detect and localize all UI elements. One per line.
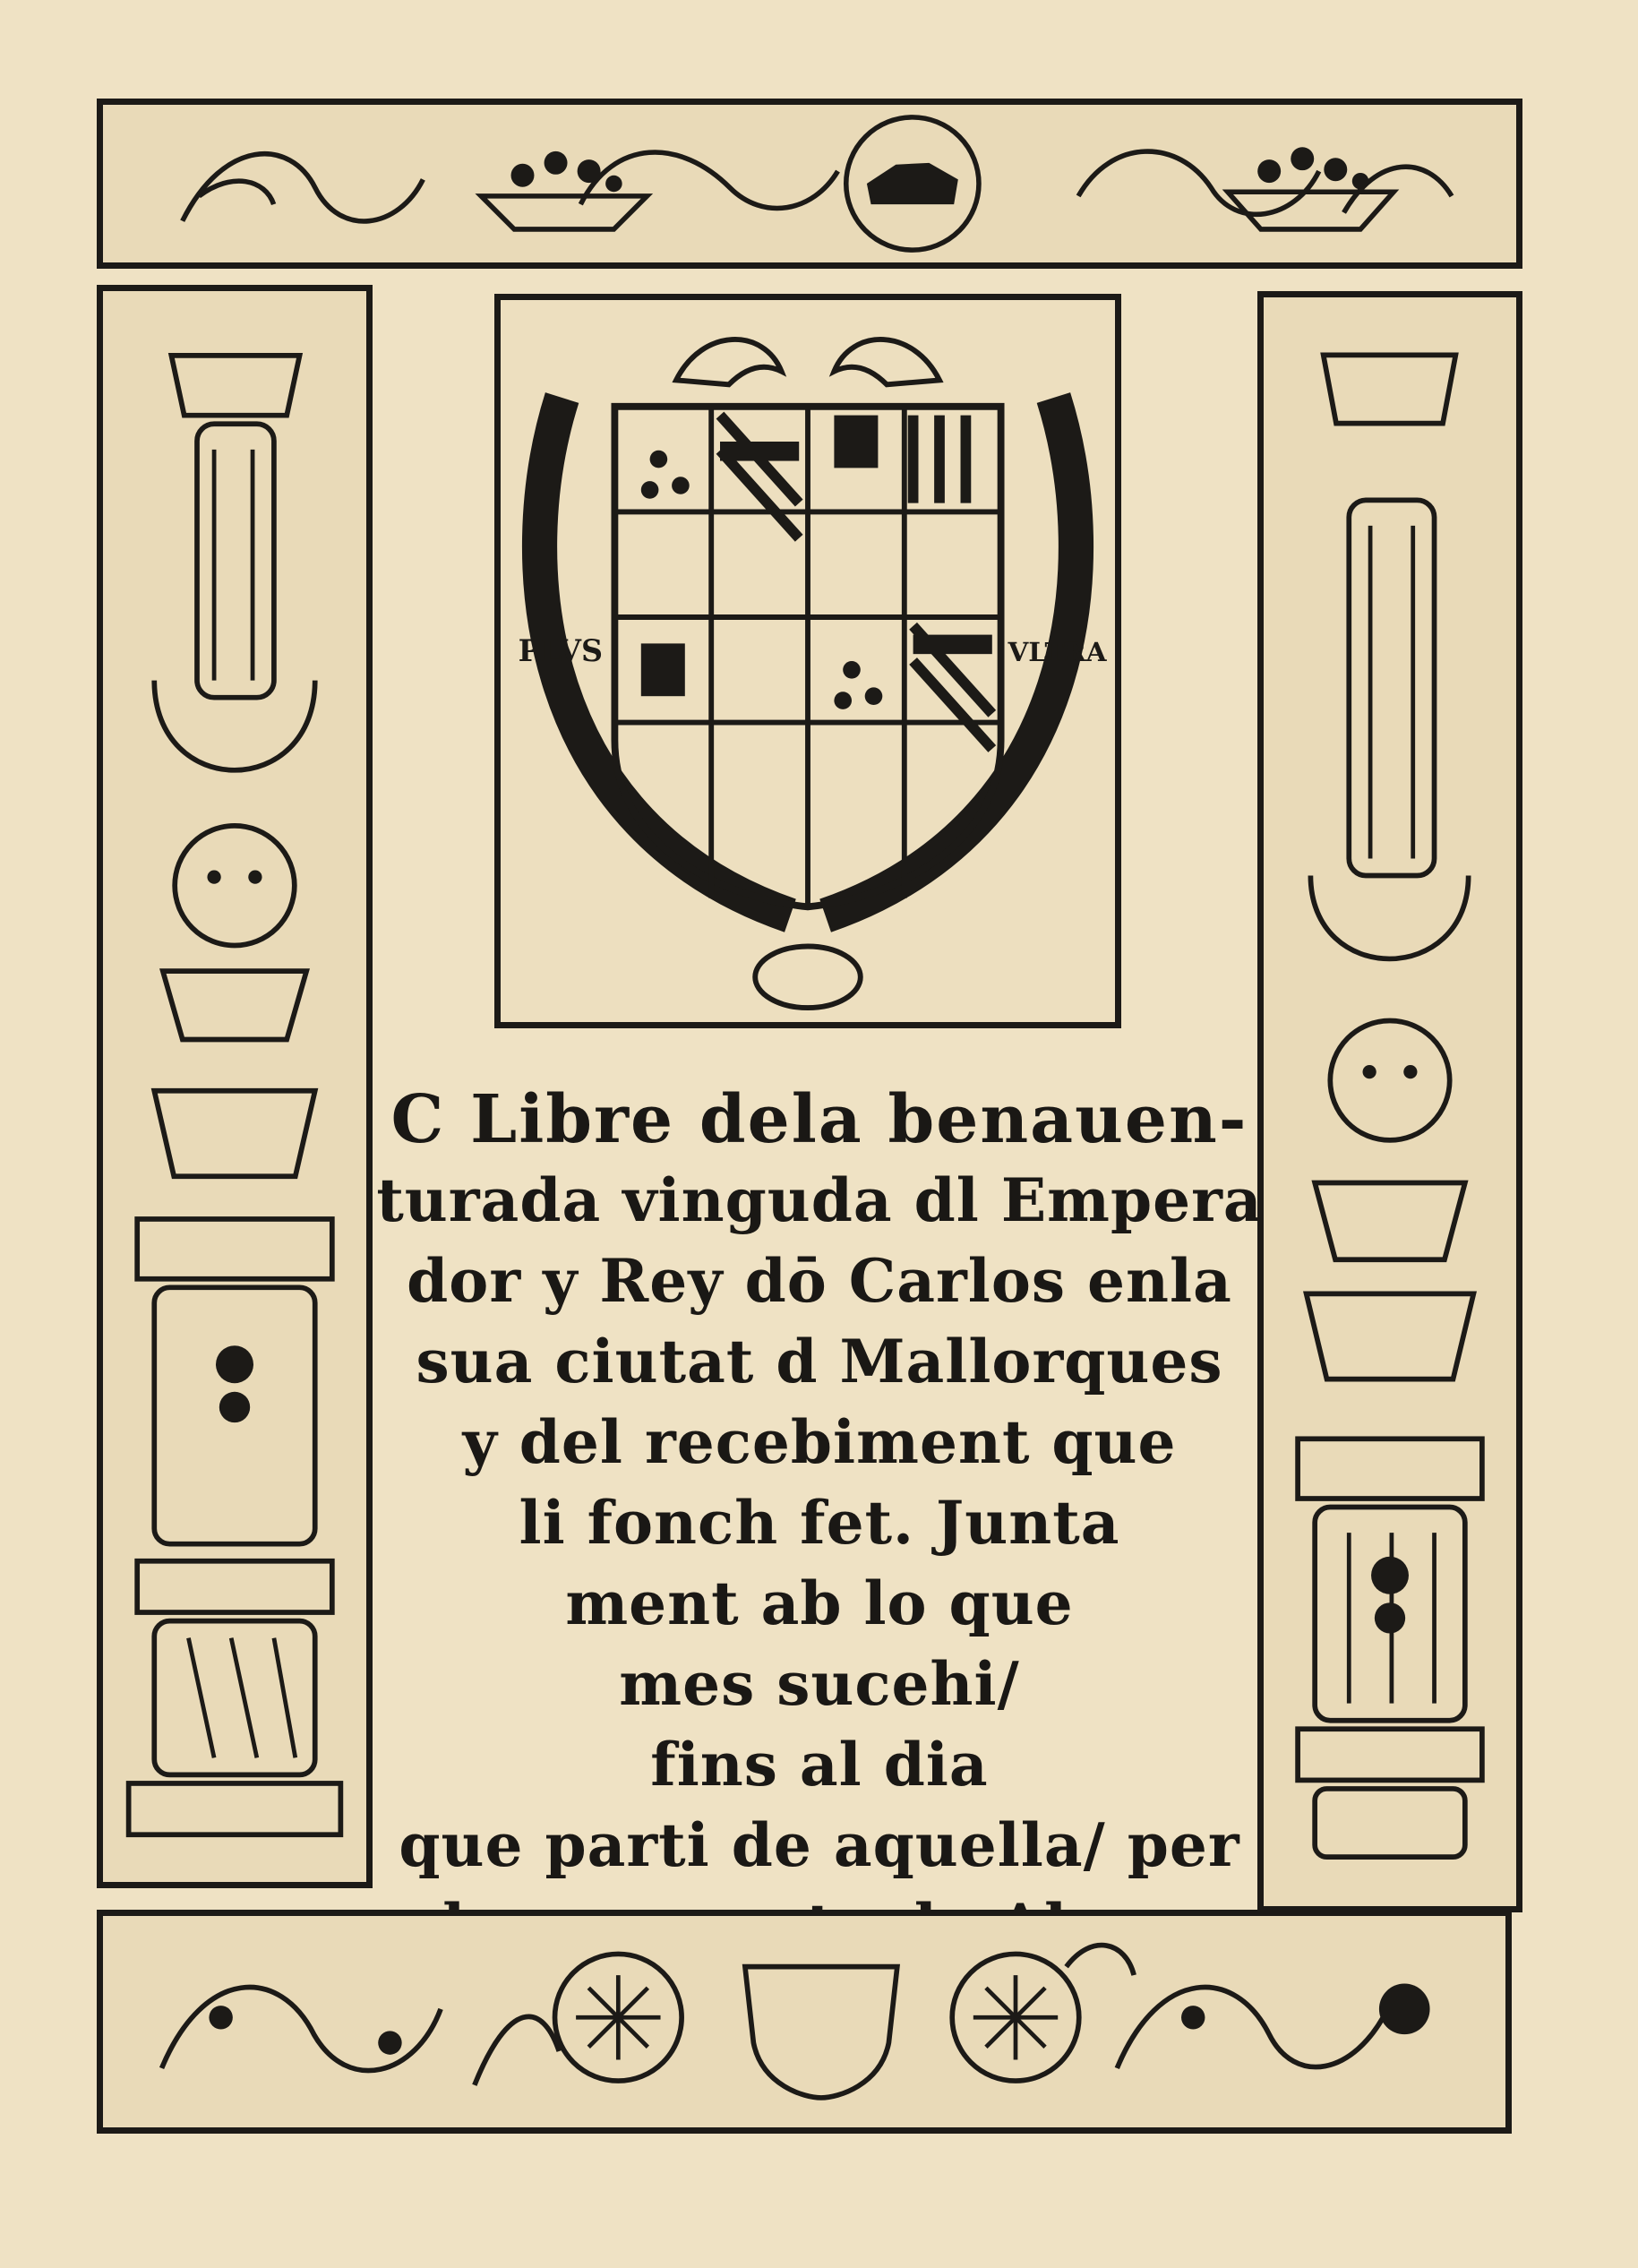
title-line-1: C Libre dela benauen-: [390, 1081, 1248, 1158]
title-line-10: que parti de aquella/ per: [399, 1810, 1240, 1880]
title-line-7: ment ab lo que: [565, 1568, 1074, 1638]
title-line-3: dor y Rey dō Carlos enla: [407, 1246, 1232, 1316]
title-line-6: li fonch fet. Junta: [519, 1488, 1120, 1558]
coat-of-arms-art: [501, 300, 1115, 1022]
title-line-5: y del recebiment que: [462, 1407, 1177, 1477]
title-line-9: fins al dia: [650, 1730, 989, 1800]
left-column-art: [103, 291, 366, 1882]
title-line-4: sua ciutat d Mallorques: [416, 1327, 1223, 1396]
title-text-block: [376, 1079, 1263, 1886]
top-ornament-band: [97, 99, 1522, 269]
coat-of-arms-frame: [494, 294, 1121, 1028]
title-line-2: turada vinguda dl Empera: [376, 1165, 1263, 1235]
motto-right: VLTRA: [1008, 636, 1107, 667]
left-column-ornament: [97, 285, 373, 1888]
title-line-8: mes sucehi/: [619, 1649, 1020, 1719]
bottom-ornament-band: [97, 1910, 1512, 2134]
right-column-art: [1264, 297, 1516, 1906]
bottom-ornament-art: [103, 1916, 1505, 2127]
top-ornament-art: [103, 105, 1516, 262]
right-column-ornament: [1257, 291, 1522, 1912]
motto-left: PLVS: [518, 633, 604, 668]
